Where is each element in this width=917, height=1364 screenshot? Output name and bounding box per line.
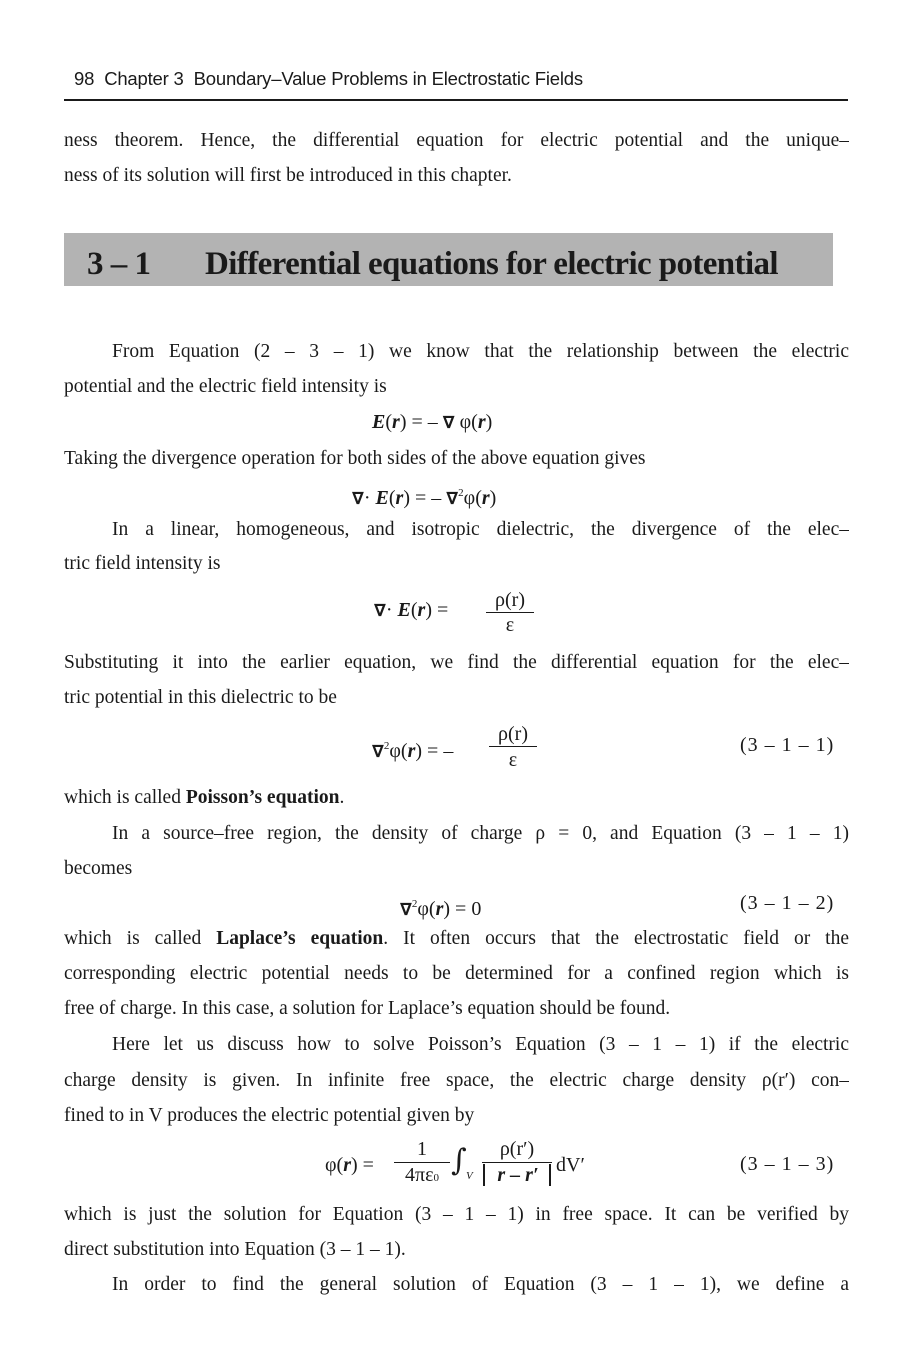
paragraph-8-line-1: Here let us discuss how to solve Poisson’s Equation (3 – 1 – 1) if the electric: [112, 1034, 849, 1055]
potential-numerator-1: 1: [417, 1138, 427, 1160]
equation-number-3-1-2: (3 – 1 – 2): [740, 892, 835, 914]
equation-gauss: ∇· E(r) =: [374, 599, 449, 621]
poisson-denominator: ε: [508, 749, 518, 771]
intro-line-1: ness theorem. Hence, the differential equation for electric potential and the unique–: [64, 130, 849, 151]
abs-bar-right: [549, 1164, 551, 1186]
equation-number-3-1-1: (3 – 1 – 1): [740, 734, 835, 756]
potential-differential: dV′: [556, 1154, 585, 1176]
paragraph-1-line-2: potential and the electric field intensity is: [64, 376, 387, 397]
equation-laplace: ∇$^2$φ(r) = 0: [400, 898, 482, 920]
poisson-numerator: ρ(r): [498, 723, 528, 745]
paragraph-6-line-2: becomes: [64, 858, 133, 879]
paragraph-8-line-2: charge density is given. In infinite free space, the electric charge density ρ(r′) con–: [64, 1070, 849, 1091]
paragraph-4-line-1: Substituting it into the earlier equation, we find the differential equation for the elec–: [64, 652, 849, 673]
paragraph-1-line-1: From Equation (2 – 3 – 1) we know that the relationship between the electric: [112, 341, 849, 362]
equation-number-3-1-3: (3 – 1 – 3): [740, 1153, 835, 1175]
paragraph-3-line-2: tric field intensity is: [64, 553, 221, 574]
paragraph-3-line-1: In a linear, homogeneous, and isotropic dielectric, the divergence of the elec–: [112, 519, 849, 540]
term-poisson: Poisson’s equation: [185, 787, 340, 808]
equation-gradient: E(r) = – ∇ φ(r): [372, 411, 493, 433]
page-number: 98: [74, 68, 95, 89]
paragraph-10: In order to find the general solution of Equation (3 – 1 – 1), we define a: [112, 1274, 849, 1295]
paragraph-9-line-2: direct substitution into Equation (3 – 1 – 1).: [64, 1239, 406, 1260]
section-number: 3 – 1: [87, 246, 151, 282]
running-header: [74, 68, 583, 90]
potential-denominator-2: r – r′: [497, 1164, 539, 1186]
paragraph-6-line-1: In a source–free region, the density of charge ρ = 0, and Equation (3 – 1 – 1): [112, 823, 849, 844]
intro-line-2: ness of its solution will first be introduced in this chapter.: [64, 165, 512, 186]
equation-potential-lhs: φ(r) =: [325, 1154, 374, 1176]
paragraph-4-line-2: tric potential in this dielectric to be: [64, 687, 337, 708]
chapter-title: Boundary–Value Problems in Electrostatic Fields: [193, 68, 583, 89]
gauss-numerator: ρ(r): [495, 589, 525, 611]
paragraph-9-line-1: which is just the solution for Equation (3 – 1 – 1) in free space. It can be verified by: [64, 1204, 849, 1225]
integral-sign: ∫: [451, 1143, 467, 1178]
gauss-denominator: ε: [505, 614, 515, 636]
poisson-fraction-bar: [489, 746, 537, 747]
paragraph-7-line-3: free of charge. In this case, a solution for Laplace’s equation should be found.: [64, 998, 671, 1019]
abs-bar-left: [483, 1164, 485, 1186]
equation-divergence: ∇· E(r) = – ∇$^2$φ(r): [352, 487, 497, 509]
potential-numerator-2: ρ(r′): [499, 1138, 535, 1160]
integral-subscript: V: [466, 1170, 473, 1182]
potential-denominator-1: 4πε0: [405, 1164, 439, 1186]
term-laplace: Laplace’s equation: [216, 928, 384, 949]
chapter-label: Chapter 3: [104, 68, 184, 89]
paragraph-7-line-1: which is called Laplace’s equation. It often occurs that the electrostatic field or the: [64, 928, 849, 949]
paragraph-7-line-2: corresponding electric potential needs to be determined for a confined region which is: [64, 963, 849, 984]
equation-poisson: ∇$^2$φ(r) = –: [372, 740, 454, 762]
paragraph-2: Taking the divergence operation for both sides of the above equation gives: [64, 448, 646, 469]
header-rule: [64, 99, 848, 101]
section-title: Differential equations for electric potential: [205, 246, 778, 282]
paragraph-5: which is called Poisson’s equation.: [64, 787, 345, 808]
paragraph-8-line-3: fined to in V produces the electric potential given by: [64, 1105, 475, 1126]
